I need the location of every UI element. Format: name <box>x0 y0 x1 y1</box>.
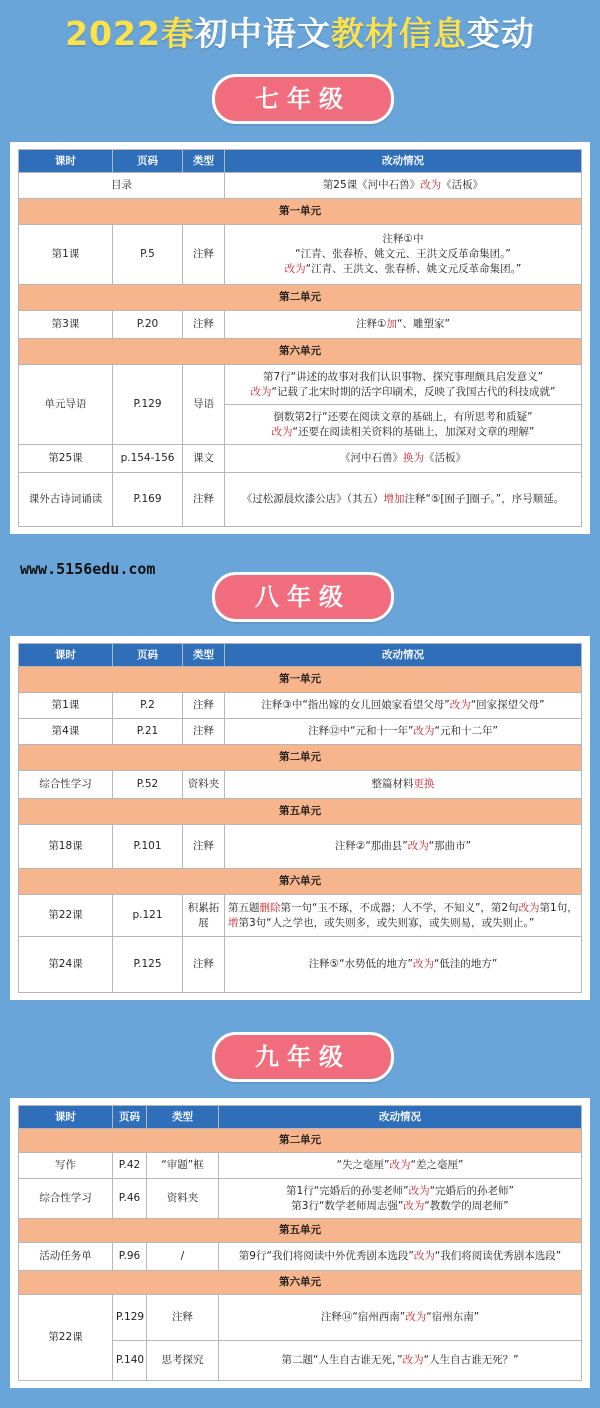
table-row <box>19 1129 582 1153</box>
cell-text: 注释②“那曲县” <box>334 840 408 852</box>
cell-text: 改为 <box>413 1250 435 1262</box>
cell-text: 改为 <box>403 1199 425 1212</box>
watermark: www.5156edu.com <box>20 560 156 578</box>
cell-text: 课时 <box>19 150 113 173</box>
cell-text: 注释 <box>183 825 225 869</box>
cell-text: P.169 <box>113 473 183 527</box>
table-header-row <box>19 150 582 173</box>
cell-text: 第1课 <box>19 693 113 719</box>
cell-text: P.46 <box>113 1179 147 1219</box>
table-row <box>19 771 582 799</box>
grade9-table <box>18 1105 582 1381</box>
cell-text: P.2 <box>113 693 183 719</box>
grade8-table <box>18 643 582 993</box>
cell-text: 第3句“人之学也，或失则多，或失则寡，或失则易，或失则止。” <box>238 916 535 929</box>
table-cell <box>225 693 582 719</box>
cell-text: 第1行“完婚后的孙雯老师” <box>286 1184 409 1197</box>
cell-text: 活动任务单 <box>19 1243 113 1271</box>
cell-text: 注释① <box>356 318 387 330</box>
cell-text: P.52 <box>113 771 183 799</box>
cell-text: P.42 <box>113 1153 147 1179</box>
unit-header: 第五单元 <box>19 799 582 825</box>
table-cell <box>219 1341 582 1381</box>
table-row <box>19 937 582 993</box>
table-row <box>19 311 582 339</box>
cell-text: 教材信息 <box>330 14 467 53</box>
cell-text: 注释 <box>183 693 225 719</box>
table-row <box>19 365 582 405</box>
cell-text: P.101 <box>113 825 183 869</box>
table-row <box>19 445 582 473</box>
cell-text: 第一句“玉不琢，不成器；人不学，不知义”，第2句 <box>280 901 519 914</box>
cell-text: 初中语文 <box>194 14 331 53</box>
cell-text: 改为 <box>407 840 429 852</box>
cell-text: “、雕塑家” <box>397 318 450 330</box>
cell-text: p.154-156 <box>113 445 183 473</box>
cell-text: 改为 <box>408 1184 430 1197</box>
unit-header: 第六单元 <box>19 339 582 365</box>
table-cell <box>222 1184 578 1199</box>
table-row <box>19 1295 582 1341</box>
table-cell <box>225 895 582 937</box>
unit-header: 第六单元 <box>19 1271 582 1295</box>
table-cell <box>219 1243 582 1271</box>
cell-text: 单元导语 <box>19 365 113 445</box>
cell-text: 删除 <box>259 901 281 914</box>
table-cell <box>225 771 582 799</box>
cell-text: 类型 <box>147 1106 219 1129</box>
cell-text: 第9行“我们将阅读中外优秀剧本选段” <box>238 1250 414 1262</box>
cell-text: 第24课 <box>19 937 113 993</box>
cell-text: 资料夹 <box>147 1179 219 1219</box>
cell-text: 更换 <box>413 778 435 790</box>
cell-text: 注释 <box>183 937 225 993</box>
cell-text: 注释③中“指出嫁的女儿回娘家看望父母” <box>261 699 450 711</box>
cell-text: 注释“⑤[囿子]圈子。”，序号顺延。 <box>404 493 565 505</box>
table-row <box>19 895 582 937</box>
table-cell <box>225 173 582 199</box>
cell-text: 《活板》 <box>441 179 484 191</box>
cell-text: 第22课 <box>19 895 113 937</box>
table-header-row <box>19 644 582 667</box>
cell-text: P.20 <box>113 311 183 339</box>
cell-text: 类型 <box>183 644 225 667</box>
cell-text: 第1课 <box>19 225 113 285</box>
table-cell <box>228 425 578 440</box>
cell-text: 春 <box>160 14 195 53</box>
grade9-label: 九年级 <box>212 1032 394 1082</box>
cell-text: 整篇材料 <box>371 778 414 790</box>
cell-text: 课外古诗词诵读 <box>19 473 113 527</box>
cell-text: 2022 <box>65 14 161 53</box>
cell-text: P.129 <box>113 365 183 445</box>
table-cell <box>225 445 582 473</box>
cell-text: 第3行“数学老师周志强” <box>291 1199 404 1212</box>
cell-text: 改为 <box>518 901 540 914</box>
cell-text: P.5 <box>113 225 183 285</box>
cell-text: 目录 <box>19 173 225 199</box>
table-cell <box>219 1179 582 1219</box>
cell-text: “审题”框 <box>147 1153 219 1179</box>
cell-text: “江青、王洪文、张春桥、姚文元反革命集团。” <box>305 263 522 275</box>
unit-header: 第二单元 <box>19 1129 582 1153</box>
cell-text: 课文 <box>183 445 225 473</box>
cell-text: 改为 <box>413 725 435 737</box>
grade8-label: 八年级 <box>212 572 394 622</box>
cell-text: 改为 <box>412 958 434 970</box>
grade7-table <box>18 149 582 527</box>
cell-text: P.21 <box>113 719 183 745</box>
cell-text: 第25课 <box>19 445 113 473</box>
cell-text: 课时 <box>19 1106 113 1129</box>
cell-text: 注释 <box>183 311 225 339</box>
table-row <box>19 667 582 693</box>
cell-text: P.140 <box>113 1341 147 1381</box>
cell-text: 综合性学习 <box>19 771 113 799</box>
table-row <box>19 825 582 869</box>
grade8-table-card <box>10 636 590 1000</box>
unit-header: 第一单元 <box>19 199 582 225</box>
cell-text: 第18课 <box>19 825 113 869</box>
cell-text: 第22课 <box>19 1295 113 1381</box>
cell-text: P.129 <box>113 1295 147 1341</box>
cell-text: 《活板》 <box>424 452 466 464</box>
table-cell <box>222 1199 578 1214</box>
cell-text: “宿州东南” <box>426 1311 480 1323</box>
cell-text: “完婚后的孙老师” <box>429 1184 514 1197</box>
cell-text: p.121 <box>113 895 183 937</box>
grade7-table-card <box>10 142 590 534</box>
cell-text: 改动情况 <box>225 150 582 173</box>
cell-text: 注释 <box>183 225 225 285</box>
table-cell <box>225 473 582 527</box>
table-row <box>19 225 582 285</box>
table-row <box>19 1153 582 1179</box>
cell-text: “失之毫厘” <box>336 1159 390 1171</box>
cell-text: 注释⑭“宿州西南” <box>320 1311 406 1323</box>
table-cell <box>225 937 582 993</box>
table-row <box>19 339 582 365</box>
table-row <box>19 719 582 745</box>
cell-text: 思考探究 <box>147 1341 219 1381</box>
cell-text: “那曲市” <box>428 840 472 852</box>
table-row <box>19 869 582 895</box>
cell-text: “还要在阅读相关资料的基础上，加深对文章的理解” <box>292 425 535 438</box>
table-row <box>19 285 582 311</box>
cell-text: 改为 <box>250 385 272 398</box>
unit-header: 第一单元 <box>19 667 582 693</box>
cell-text: 改为 <box>284 263 306 275</box>
cell-text: 第7行“讲述的故事对我们认识事物、探究事理颇具启发意义” <box>262 370 544 383</box>
cell-text: 导语 <box>183 365 225 445</box>
cell-text: 改为 <box>402 1354 424 1366</box>
cell-text: 第3课 <box>19 311 113 339</box>
cell-text: 改为 <box>405 1311 427 1323</box>
cell-text: 资料夹 <box>183 771 225 799</box>
cell-text: P.125 <box>113 937 183 993</box>
cell-text: 注释 <box>183 473 225 527</box>
cell-text: 页码 <box>113 150 183 173</box>
cell-text: 注释 <box>183 719 225 745</box>
table-row <box>19 799 582 825</box>
table-row <box>19 173 582 199</box>
table-header-row <box>19 1106 582 1129</box>
cell-text: “差之毫厘” <box>410 1159 464 1171</box>
table-cell <box>225 225 582 285</box>
grade7-label: 七年级 <box>212 74 394 124</box>
cell-text: “元和十二年” <box>434 725 498 737</box>
unit-header: 第六单元 <box>19 869 582 895</box>
table-row <box>19 693 582 719</box>
cell-text: 页码 <box>113 644 183 667</box>
cell-text: / <box>147 1243 219 1271</box>
cell-text: 课时 <box>19 644 113 667</box>
cell-text: “回家探望父母” <box>470 699 545 711</box>
cell-text: 改为 <box>389 1159 411 1171</box>
cell-text: P.96 <box>113 1243 147 1271</box>
table-row <box>19 1219 582 1243</box>
cell-text: 改为 <box>420 179 442 191</box>
table-cell <box>219 1153 582 1179</box>
cell-text: 第二题“人生自古谁无死，” <box>281 1354 403 1366</box>
unit-header: 第五单元 <box>19 1219 582 1243</box>
cell-text: 注释 <box>147 1295 219 1341</box>
cell-text: 加 <box>386 318 398 330</box>
table-row <box>19 473 582 527</box>
cell-text: “江青、张春桥、姚文元、王洪文反革命集团。” <box>295 248 511 260</box>
cell-text: “我们将阅读优秀剧本选段” <box>434 1250 562 1262</box>
table-cell <box>225 311 582 339</box>
unit-header: 第二单元 <box>19 745 582 771</box>
cell-text: 变动 <box>466 14 535 53</box>
table-cell <box>225 825 582 869</box>
cell-text: 积累拓展 <box>183 895 225 937</box>
table-row <box>19 1243 582 1271</box>
cell-text: 换为 <box>403 452 424 464</box>
unit-header: 第二单元 <box>19 285 582 311</box>
table-cell <box>225 405 582 445</box>
cell-text: 第五题 <box>228 901 260 914</box>
cell-text: 增 <box>228 916 239 929</box>
cell-text: 改动情况 <box>225 644 582 667</box>
cell-text: “低洼的地方” <box>433 958 498 970</box>
cell-text: “教数学的周老师” <box>424 1199 509 1212</box>
cell-text: “记载了北宋时期的活字印刷术，反映了我国古代的科技成就” <box>271 385 556 398</box>
table-row <box>19 1271 582 1295</box>
cell-text: 注释①中 <box>382 233 424 245</box>
table-row <box>19 199 582 225</box>
table-cell <box>228 262 578 277</box>
cell-text: “人生自古谁无死？” <box>423 1354 519 1366</box>
cell-text: 《河中石兽》 <box>340 452 403 464</box>
cell-text: 增加 <box>383 493 405 505</box>
cell-text: 注释⑫中“元和十一年” <box>308 725 414 737</box>
table-row <box>19 745 582 771</box>
cell-text: 改为 <box>449 699 471 711</box>
table-cell <box>225 365 582 405</box>
grade9-table-card <box>10 1098 590 1388</box>
cell-text: 《过松源晨炊漆公店》（其五） <box>241 493 384 505</box>
table-cell <box>228 385 578 400</box>
cell-text: 第25课《河中石兽》 <box>322 179 421 191</box>
table-cell <box>225 719 582 745</box>
table-cell <box>219 1295 582 1341</box>
cell-text: 注释⑤“水势低的地方” <box>308 958 413 970</box>
table-row <box>19 1179 582 1219</box>
cell-text: 倒数第2行“还要在阅读文章的基础上，有所思考和质疑” <box>273 410 533 423</box>
cell-text: 类型 <box>183 150 225 173</box>
cell-text: 改动情况 <box>219 1106 582 1129</box>
cell-text: 页码 <box>113 1106 147 1129</box>
cell-text: 第4课 <box>19 719 113 745</box>
cell-text: 综合性学习 <box>19 1179 113 1219</box>
page-title <box>0 8 600 55</box>
cell-text: 第1句， <box>539 901 578 914</box>
cell-text: 改为 <box>271 425 293 438</box>
cell-text: 写作 <box>19 1153 113 1179</box>
